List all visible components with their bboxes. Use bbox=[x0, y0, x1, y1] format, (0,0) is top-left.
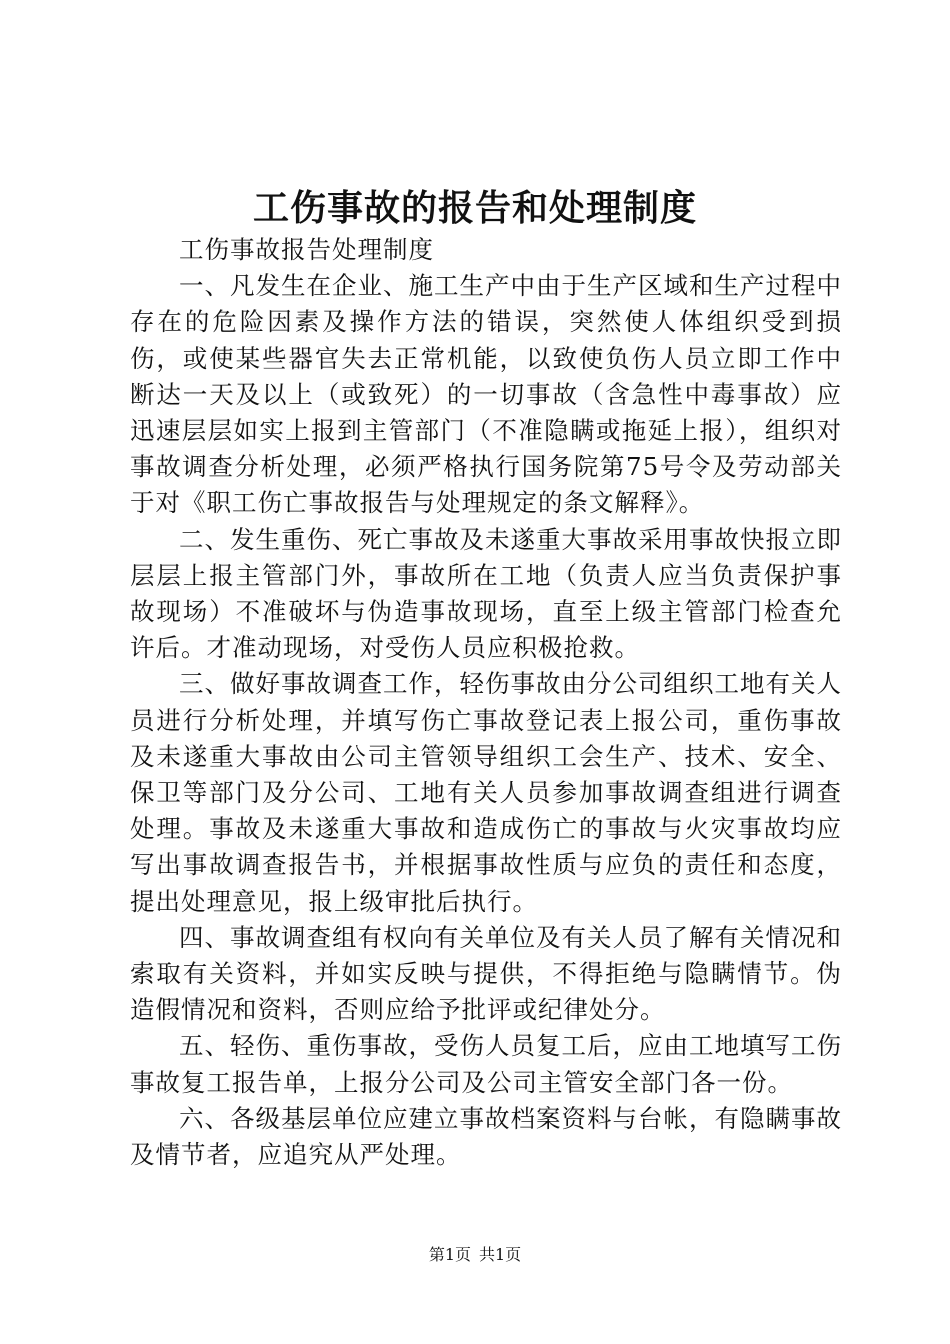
page-number: 第1页 bbox=[428, 1245, 471, 1264]
document-title: 工伤事故的报告和处理制度 bbox=[252, 187, 697, 229]
paragraph-clause-5: 五、轻伤、重伤事故，受伤人员复工后，应由工地填写工伤事故复工报告单，上报分公司及公司主管安全部门各一份。 bbox=[130, 1031, 842, 1097]
paragraph-clause-2: 二、发生重伤、死亡事故及未遂重大事故采用事故快报立即层层上报主管部门外，事故所在工地（负责人应当负责保护事故现场）不准破坏与伪造事故现场，直至上级主管部门检查允许后。才准动现场，对受伤人员应积极抢救。 bbox=[130, 524, 842, 663]
page-total: 共1页 bbox=[479, 1245, 522, 1264]
paragraph-clause-6: 六、各级基层单位应建立事故档案资料与台帐，有隐瞒事故及情节者，应追究从严处理。 bbox=[130, 1103, 842, 1170]
document-body bbox=[130, 232, 842, 1173]
paragraph-clause-3: 三、做好事故调查工作，轻伤事故由分公司组织工地有关人员进行分析处理，并填写伤亡事故登记表上报公司，重伤事故及未遂重大事故由公司主管领导组织工会生产、技术、安全、保卫等部门及分公司、工地有关人员参加事故调查组进行调查处理。事故及未遂重大事故和造成伤亡的事故与火灾事故均应写出事故调查报告书，并根据事故性质与应负的责任和态度，提出处理意见，报上级审批后执行。 bbox=[130, 669, 842, 916]
paragraph-clause-1: 一、凡发生在企业、施工生产中由于生产区域和生产过程中存在的危险因素及操作方法的错误，突然使人体组织受到损伤，或使某些器官失去正常机能，以致使负伤人员立即工作中断达一天及以上（或致死）的一切事故（含急性中毒事故）应迅速层层如实上报到主管部门（不准隐瞒或拖延上报），组织对事故调查分析处理，必须严格执行国务院第75号令及劳动部关于对《职工伤亡事故报告与处理规定的条文解释》。 bbox=[130, 271, 842, 518]
paragraph-clause-4: 四、事故调查组有权向有关单位及有关人员了解有关情况和索取有关资料，并如实反映与提供，不得拒绝与隐瞒情节。伪造假情况和资料，否则应给予批评或纪律处分。 bbox=[130, 922, 842, 1025]
page-footer bbox=[0, 1244, 950, 1266]
paragraph-subtitle: 工伤事故报告处理制度 bbox=[179, 235, 434, 264]
